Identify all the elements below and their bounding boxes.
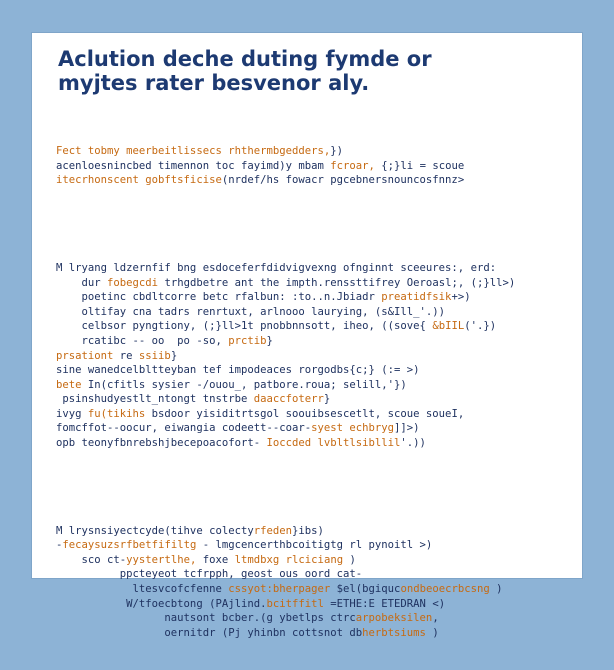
code-text: }ibs) [292, 524, 324, 537]
document-title [58, 47, 568, 95]
highlighted-token: &bIIL [432, 320, 465, 333]
highlighted-token: arpobeksilen [355, 612, 433, 625]
code-body [56, 115, 576, 670]
highlighted-token: ssiib [138, 349, 171, 362]
code-block-3 [56, 524, 576, 641]
code-line [56, 290, 576, 305]
code-text: ) [489, 583, 503, 595]
code-line [56, 407, 576, 422]
code-line [56, 378, 576, 393]
code-block-1 [56, 144, 576, 188]
code-line [56, 144, 576, 159]
highlighted-token: bcitffitl [266, 597, 324, 610]
code-text: bsdoor yisiditrtsgol soouibsescetlt, scoue soueI, [145, 407, 465, 420]
code-text: ltesvcofcfenne [56, 583, 229, 595]
highlighted-token: ltmdbxg [234, 553, 280, 566]
code-text: }) [330, 145, 344, 158]
code-text: sco ct- [56, 553, 127, 566]
code-line [56, 524, 576, 539]
highlighted-token: preatidfsik [381, 291, 452, 304]
code-text: nautsont bcber.(g ybetlps ctrc [56, 612, 356, 625]
code-text: ) [425, 626, 439, 639]
code-text: {;}li = scoue [374, 159, 465, 172]
code-line [56, 553, 576, 568]
code-text: ppcteyeot tcfrpph, geost ous oord cat- [56, 568, 363, 581]
code-line [56, 276, 576, 291]
code-line [56, 334, 576, 349]
code-text: celbsor pyngtiony, (;}ll>1t pnobbnnsott, iheo, ((sove{ [56, 320, 433, 333]
code-text: } [323, 393, 331, 406]
code-line [56, 538, 576, 553]
code-text: } [170, 349, 178, 362]
code-text: fomcffot--oocur, eiwangia codeett--coar- [56, 422, 312, 435]
code-line [56, 611, 576, 626]
title-line-1: Aclution deche duting fymde or [58, 47, 432, 71]
code-text: '.)) [400, 437, 426, 450]
code-text: ivyg [56, 407, 88, 420]
code-text: psinshudyestlt_ntongt tnstrbe [56, 393, 254, 406]
code-line [56, 436, 576, 451]
code-line [56, 261, 576, 276]
code-text: foxe [196, 553, 235, 566]
highlighted-token: fu(tikihs [87, 407, 146, 420]
code-line [56, 392, 576, 407]
highlighted-token: Ioccded lvbltlsibllil [266, 437, 401, 450]
code-text: rcatibc -- oo po -so, [56, 334, 229, 347]
code-text: opb teonyfbnrebshjbecepoacofort- [56, 437, 267, 450]
highlighted-token: rfeden [253, 524, 292, 537]
highlighted-token: itecrhonscent gobftsficise [56, 174, 222, 187]
code-text: trhgdbetre ant the impth.renssttifrey Oeroasl;, (;}ll>) [158, 276, 516, 289]
code-text: dur [56, 276, 108, 289]
code-line [56, 305, 576, 320]
code-text: oltifay cna tadrs renrtuxt, arlnooo laurying, (s&Ill_'.)) [56, 305, 446, 318]
highlighted-token: cssyot:bherpager [228, 583, 331, 595]
code-line [56, 319, 576, 334]
code-text: - [56, 539, 63, 552]
code-line [56, 173, 576, 188]
code-line [56, 597, 576, 612]
code-text: =ETHE:E ETEDRAN <) [323, 597, 446, 610]
highlighted-token: ondbeoecrbcsng [400, 583, 490, 595]
code-text: M lryang ldzernfif bng esdoceferfdidvigvexng ofnginnt sceeures:, erd: [56, 261, 497, 274]
code-line [56, 567, 576, 582]
code-line [56, 159, 576, 174]
code-text: poetinc cbdltcorre betc rfalbun: :to..n.Jbiadr [56, 291, 382, 304]
highlighted-token: Fect tobmy meerbeitlissecs rhthermbgedders, [56, 145, 331, 158]
document-page [32, 33, 582, 639]
code-text: W/tfoecbtong (PAjlind. [56, 597, 267, 610]
code-block-2 [56, 261, 576, 451]
highlighted-token: fobegcdi [107, 276, 159, 289]
code-text: ]]>) [394, 422, 420, 435]
code-line [56, 421, 576, 436]
code-text: oernitdr (Pj yhinbn cottsnot db [56, 626, 363, 639]
code-text: (nrdef/hs fowacr pgcebnersnouncosfnnz> [221, 174, 465, 187]
highlighted-token: rlciciang [285, 553, 344, 566]
code-text: ('.}) [464, 320, 497, 333]
code-text: , [432, 612, 439, 625]
highlighted-token: syest echbryg [311, 422, 395, 435]
code-text: - lmgcencerthbcoitigtg rl pynoitl >) [196, 539, 433, 552]
code-text: sine wanedcelbltteyban tef impodeaces rorgodbs{c;} (:= >) [56, 364, 420, 377]
code-line [56, 363, 576, 378]
code-text: acenloesnincbed timennon toc fayimd)y mbam [56, 159, 331, 172]
highlighted-token: daaccfoterr [253, 393, 324, 406]
code-text: ) [343, 553, 356, 566]
highlighted-token: fcroar, [330, 159, 375, 172]
highlighted-token: prctib [228, 334, 267, 347]
code-line [56, 349, 576, 364]
highlighted-token: herbtsiums [362, 626, 426, 639]
code-text: In(cfitls sysier -/ouou_, patbore.roua; selill,'}) [81, 378, 407, 391]
code-text: +>) [451, 291, 471, 304]
code-text: re [113, 349, 139, 362]
highlighted-token: prsationt [56, 349, 114, 362]
highlighted-token: yystertlhe, [126, 553, 197, 566]
code-line [56, 626, 576, 641]
highlighted-token: bete [56, 378, 82, 391]
code-text: M lrysnsiyectcyde(tihve colecty [56, 524, 254, 537]
title-line-2: myjtes rater besvenor aly. [58, 71, 370, 95]
code-text: } [266, 334, 273, 347]
code-line [56, 582, 576, 597]
highlighted-token: fecaysuzsrfbetfifiltg [62, 539, 197, 552]
code-text: $el(bgiquc [330, 583, 401, 595]
